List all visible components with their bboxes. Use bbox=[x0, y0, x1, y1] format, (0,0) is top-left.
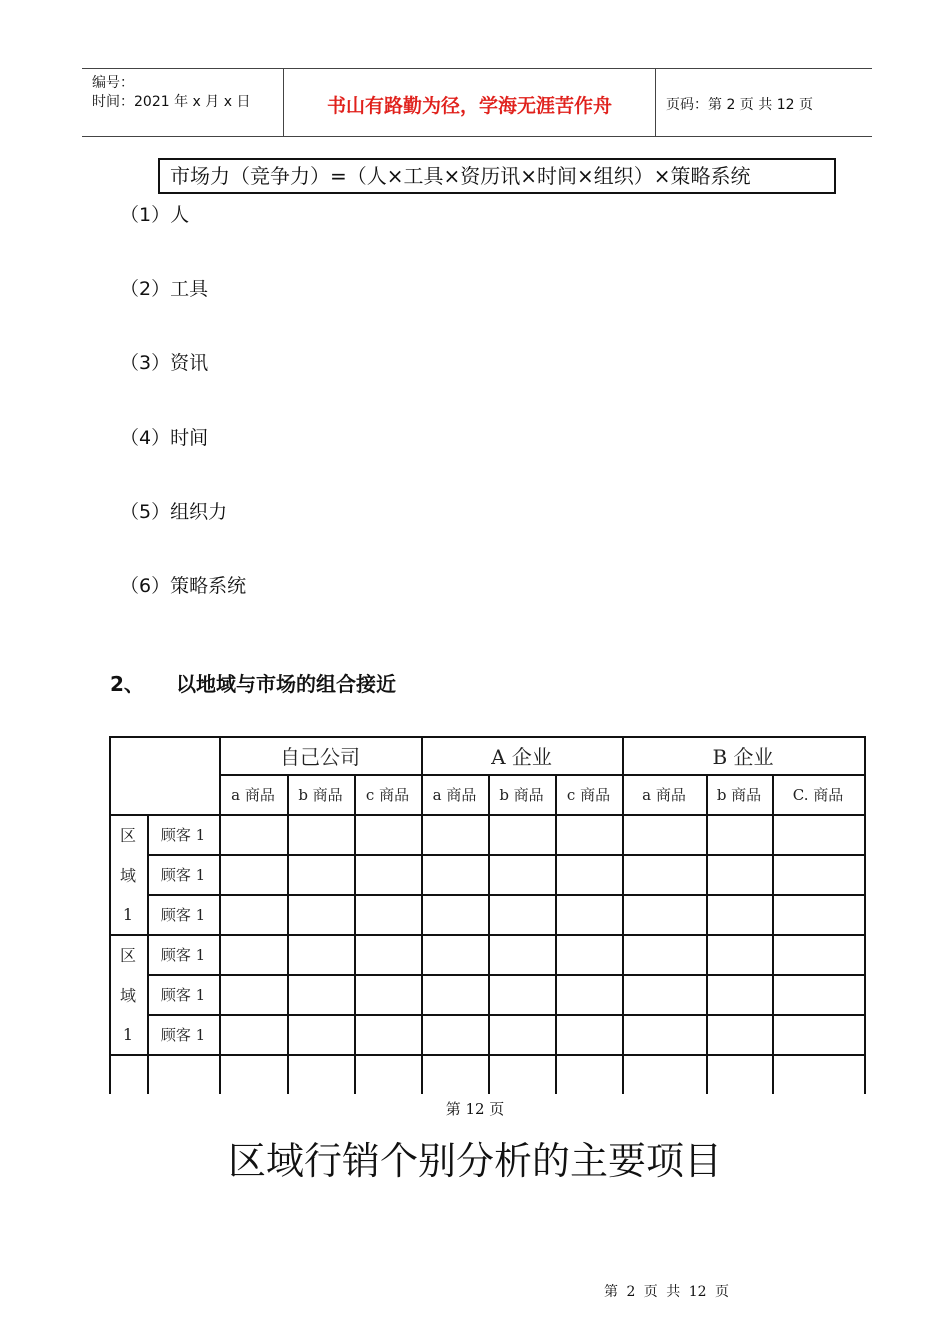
customer-label: 顾客 1 bbox=[160, 985, 206, 1004]
product-header: c 商品 bbox=[365, 785, 410, 804]
table-rule bbox=[706, 774, 708, 1094]
table-rule bbox=[488, 774, 490, 1094]
table-rule bbox=[287, 774, 289, 1094]
section-number: 2、 bbox=[110, 672, 144, 696]
region-label: 域 bbox=[119, 865, 136, 885]
table-rule bbox=[147, 854, 866, 856]
company-header: 自己公司 bbox=[280, 744, 360, 769]
page-mark: 第 12 页 bbox=[445, 1100, 505, 1118]
table-rule bbox=[772, 774, 774, 1094]
company-header: A 企业 bbox=[491, 744, 552, 769]
doc-number-label: 编号： bbox=[92, 75, 134, 91]
table-rule bbox=[354, 774, 356, 1094]
customer-label: 顾客 1 bbox=[160, 825, 206, 844]
motto-text: 书山有路勤为径，学海无涯苦作舟 bbox=[326, 95, 612, 117]
doc-time-label: 时间：2021 年 x 月 x 日 bbox=[92, 94, 251, 110]
list-item: （2）工具 bbox=[120, 278, 209, 300]
table-rule bbox=[147, 974, 866, 976]
section-title: 以地域与市场的组合接近 bbox=[176, 672, 396, 696]
customer-label: 顾客 1 bbox=[160, 865, 206, 884]
region-label: 1 bbox=[122, 1024, 134, 1044]
list-item: （3）资讯 bbox=[120, 352, 209, 374]
customer-label: 顾客 1 bbox=[160, 945, 206, 964]
header-info-cell bbox=[82, 69, 284, 136]
page-header bbox=[82, 68, 872, 137]
list-item: （5）组织力 bbox=[120, 501, 228, 523]
product-header: a 商品 bbox=[642, 785, 686, 804]
analysis-table bbox=[109, 736, 865, 1094]
list-item: （4）时间 bbox=[120, 427, 209, 449]
header-motto-cell bbox=[284, 69, 656, 136]
list-item: （6）策略系统 bbox=[120, 575, 247, 597]
customer-label: 顾客 1 bbox=[160, 905, 206, 924]
product-header: a 商品 bbox=[432, 785, 477, 804]
company-header: B 企业 bbox=[712, 744, 774, 769]
table-rule bbox=[555, 774, 557, 1094]
formula-box: 市场力（竞争力）=（人×工具×资历讯×时间×组织）×策略系统 bbox=[158, 158, 836, 194]
page-code: 页码：第 2 页 共 12 页 bbox=[666, 97, 813, 113]
table-rule bbox=[147, 1014, 866, 1016]
list-item: （1）人 bbox=[120, 204, 190, 226]
region-label: 1 bbox=[122, 904, 134, 924]
header-page-cell bbox=[656, 69, 872, 136]
product-header: a 商品 bbox=[231, 785, 275, 804]
bottom-page-number: 第 2 页 共 12 页 bbox=[604, 1284, 729, 1300]
region-label: 区 bbox=[119, 945, 136, 965]
customer-label: 顾客 1 bbox=[160, 1025, 206, 1044]
section-heading bbox=[110, 668, 396, 697]
table-rule bbox=[147, 894, 866, 896]
region-label: 域 bbox=[119, 985, 136, 1005]
big-title: 区域行销个别分析的主要项目 bbox=[227, 1139, 722, 1183]
table-rule bbox=[864, 736, 866, 1094]
product-header: C. 商品 bbox=[792, 785, 844, 804]
product-header: b 商品 bbox=[298, 785, 343, 804]
product-header: c 商品 bbox=[566, 785, 611, 804]
product-header: b 商品 bbox=[716, 785, 762, 804]
product-header: b 商品 bbox=[499, 785, 544, 804]
region-label: 区 bbox=[119, 825, 136, 845]
